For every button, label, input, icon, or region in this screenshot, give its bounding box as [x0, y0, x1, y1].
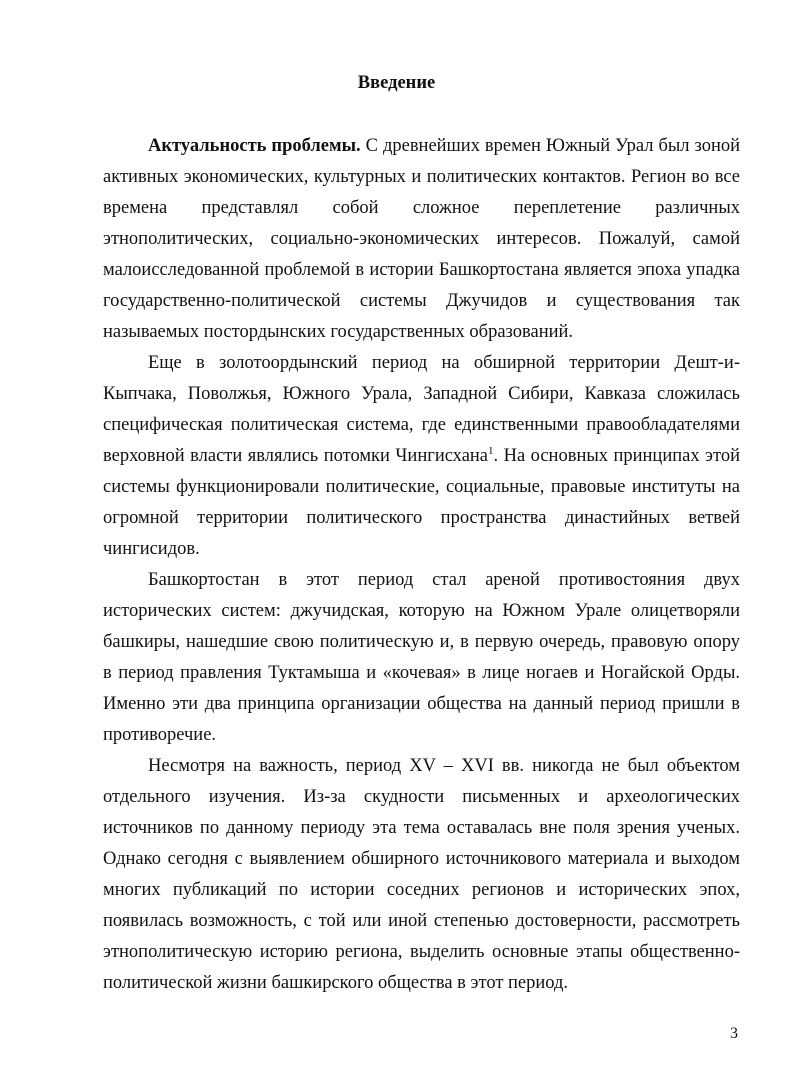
- paragraph-relevance: [103, 131, 740, 348]
- paragraph-text: Башкортостан в этот период стал ареной противостояния двух исторических систем: джучидская, которую на Южном Урале олицетворяли башкиры, нашедшие свою политическую и, в первую очередь, правовую опору в период правления Туктамыша и «кочевая» в лице ногаев и Ногайской Орды. Именно эти два принципа организации общества на данный период пришли в противоречие.: [103, 570, 740, 745]
- footnote-marker: 1: [488, 444, 494, 457]
- body-text: [103, 131, 740, 999]
- paragraph-text-before-footnote: Еще в золотоордынский период на обширной территории Дешт-и-Кыпчака, Поволжья, Южного Урала, Западной Сибири, Кавказа сложилась специфическая политическая система, где единственными правообладателями верховной власти являлись потомки Чингисхана: [103, 353, 740, 466]
- page-number: 3: [730, 1025, 738, 1042]
- paragraph-lead: Актуальность проблемы.: [148, 136, 361, 156]
- paragraph-text-after-footnote: . На основных принципах этой системы функционировали политические, социальные, правовые институты на огромной территории политического пространства династийных ветвей чингисидов.: [103, 446, 740, 559]
- paragraph-golden-horde: [103, 348, 740, 565]
- page-title: Введение: [357, 73, 436, 93]
- paragraph-bashkortostan: [103, 565, 740, 751]
- paragraph-text: Несмотря на важность, период XV – XVI вв. никогда не был объектом отдельного изучения. Из-за скудности письменных и археологических источников по данному периоду эта тема оставалась вне поля зрения ученых. Однако сегодня с выявлением обширного источникового материала и выходом многих публикаций по истории соседних регионов и исторических эпох, появилась возможность, с той или иной степенью достоверности, рассмотреть этнополитическую историю региона, выделить основные этапы общественно-политической жизни башкирского общества в этот период.: [103, 756, 740, 993]
- paragraph-research-period: [103, 751, 740, 999]
- paragraph-text: С древнейших времен Южный Урал был зоной активных экономических, культурных и политических контактов. Регион во все времена представлял собой сложное переплетение различных этнополитических, социально-экономических интересов. Пожалуй, самой малоисследованной проблемой в истории Башкортостана является эпоха упадка государственно-политической системы Джучидов и существования так называемых постордынских государственных образований.: [103, 136, 740, 342]
